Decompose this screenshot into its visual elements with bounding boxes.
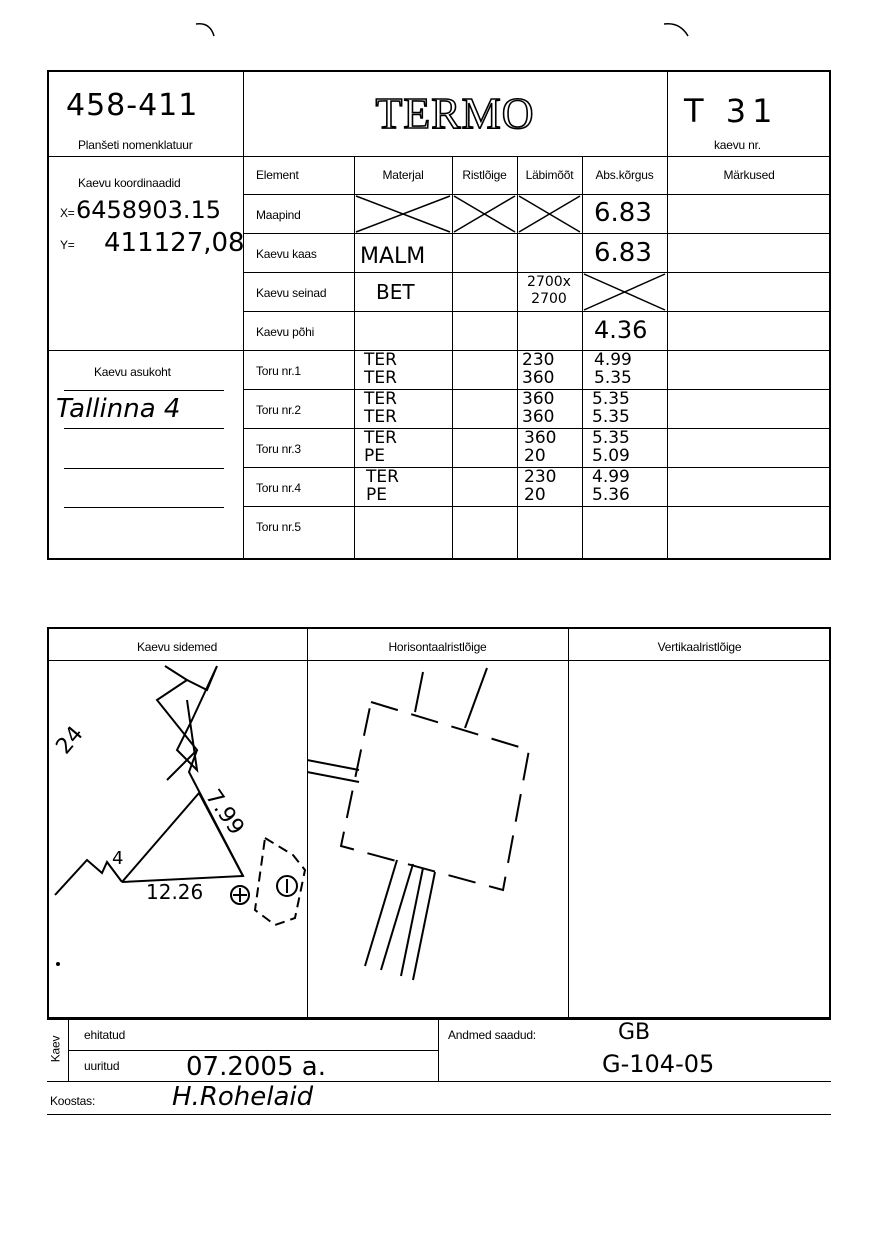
- cell-material: MALM: [360, 244, 426, 269]
- horizontal-section-sketch: [307, 660, 568, 1019]
- sketch-header-horizontal: Horisontaalristlõige: [388, 640, 487, 654]
- row-label: Toru nr.3: [256, 442, 301, 456]
- header-element: Element: [256, 168, 299, 182]
- cell-material: TER PE: [364, 428, 397, 466]
- footer-surveyed-label: uuritud: [84, 1059, 120, 1073]
- sketch-header-ties: Kaevu sidemed: [136, 640, 218, 654]
- y-prefix: Y=: [60, 238, 75, 252]
- footer-surveyed-value: 07.2005 a.: [186, 1052, 326, 1082]
- row-label: Toru nr.5: [256, 520, 301, 534]
- header-height: Abs.kõrgus: [595, 168, 654, 182]
- well-number-value: T 31: [684, 92, 779, 130]
- row-label: Maapind: [256, 208, 301, 222]
- cell-diameter: 230 20: [524, 467, 557, 505]
- cell-height: 4.99 5.35: [594, 350, 632, 388]
- cell-height: 5.35 5.09: [592, 428, 630, 466]
- footer-data-label: Andmed saadud:: [448, 1028, 536, 1042]
- well-number-label: kaevu nr.: [714, 138, 761, 152]
- row-label: Toru nr.1: [256, 364, 301, 378]
- footer-built-label: ehitatud: [84, 1028, 126, 1042]
- y-value: 411127,08: [104, 228, 245, 258]
- dim-7-99: 7.99: [200, 785, 249, 840]
- location-value: Tallinna 4: [56, 394, 181, 424]
- na-crosses: [0, 0, 874, 560]
- x-prefix: X=: [60, 206, 75, 220]
- cell-height: 5.35 5.35: [592, 389, 630, 427]
- row-label: Kaevu põhi: [256, 325, 315, 339]
- cell-material: TER TER: [364, 389, 397, 427]
- row-label: Toru nr.4: [256, 481, 301, 495]
- row-label: Kaevu kaas: [256, 247, 317, 261]
- cell-diameter: 360 360: [522, 389, 555, 427]
- ties-sketch: [47, 660, 307, 1019]
- footer-author-value: H.Rohelaid: [172, 1082, 314, 1112]
- location-label: Kaevu asukoht: [94, 365, 171, 379]
- nomenclature-label: Planšeti nomenklatuur: [78, 138, 193, 152]
- cell-height: 6.83: [594, 198, 652, 228]
- page-title: TERMO: [375, 89, 535, 138]
- cell-height: 6.83: [594, 238, 652, 268]
- dim-4: 4: [112, 848, 124, 869]
- dim-24: 24: [51, 721, 89, 760]
- row-label: Toru nr.2: [256, 403, 301, 417]
- footer-data-value-1: GB: [618, 1020, 651, 1045]
- cell-material: TER TER: [364, 350, 397, 388]
- header-cross: Ristlõige: [462, 168, 507, 182]
- cell-height: 4.99 5.36: [592, 467, 630, 505]
- dot-mark: [56, 962, 60, 966]
- coords-label: Kaevu koordinaadid: [78, 176, 181, 190]
- footer-author-label: Koostas:: [50, 1094, 96, 1108]
- header-diameter: Läbimõõt: [525, 168, 574, 182]
- sketch-header-vertical: Vertikaalristlõige: [657, 640, 742, 654]
- cell-diameter: 2700x 2700: [527, 274, 571, 307]
- header-notes: Märkused: [723, 168, 775, 182]
- cell-height: 4.36: [594, 316, 648, 344]
- row-label: Kaevu seinad: [256, 286, 327, 300]
- dim-12-26: 12.26: [146, 880, 204, 904]
- footer-side-label: Kaev: [48, 1035, 63, 1063]
- header-material: Materjal: [382, 168, 424, 182]
- cell-material: BET: [376, 280, 415, 304]
- x-value: 6458903.15: [76, 196, 222, 224]
- nomenclature-value: 458-411: [66, 88, 199, 123]
- cell-diameter: 230 360: [522, 350, 555, 388]
- footer-data-value-2: G-104-05: [602, 1050, 715, 1078]
- cell-material: TER PE: [366, 467, 399, 505]
- cell-diameter: 360 20: [524, 428, 557, 466]
